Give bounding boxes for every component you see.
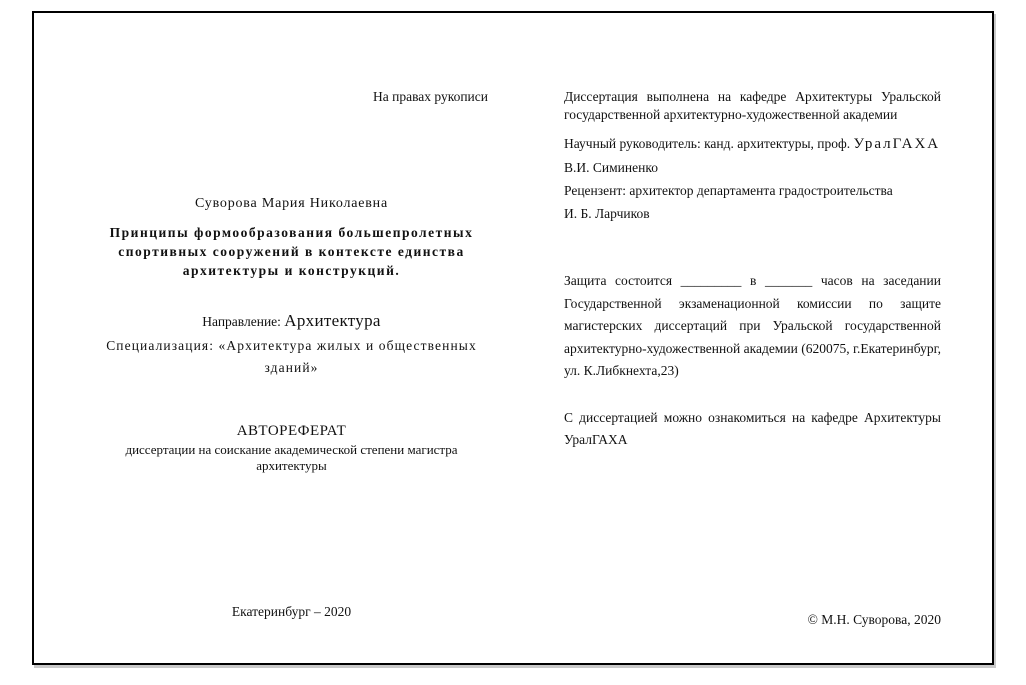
direction-label: Направление: [202, 314, 281, 329]
city-year: Екатеринбург – 2020 [231, 604, 352, 619]
defense-info-paragraph: Защита состоится _________ в _______ часов на заседании Государственной экзаменационной комиссии по защите магистерских диссертаций при Уральской государственной архитектурно-художественной академии (620075, г.Екатеринбург, ул. К.Либкнехта,23) [564, 273, 941, 378]
abstract-heading: АВТОРЕФЕРАТ [236, 423, 347, 439]
advisor-organization: УралГАХА [853, 136, 941, 152]
advisor-label: Научный руководитель: канд. архитектуры, проф. [564, 136, 851, 151]
advisor-line [564, 135, 941, 153]
specialization-line: Специализация: «Архитектура жилых и общественных зданий» [106, 338, 477, 375]
committee-block [564, 135, 941, 228]
copyright-line: © М.Н. Суворова, 2020 [807, 612, 941, 627]
manuscript-rights-note: На правах рукописи [372, 89, 488, 104]
availability-paragraph: С диссертацией можно ознакомиться на кафедре Архитектуры УралГАХА [564, 410, 941, 447]
reviewer-name: И. Б. Ларчиков [564, 206, 650, 221]
direction-value: Архитектура [284, 311, 381, 330]
advisor-name: В.И. Симиненко [564, 160, 658, 175]
direction-line [95, 312, 488, 330]
performed-at-paragraph: Диссертация выполнена на кафедре Архитектуры Уральской государственной архитектурно-художественной академии [564, 89, 941, 122]
abstract-subtitle: диссертации на соискание академической степени магистра архитектуры [125, 442, 458, 473]
dissertation-title: Принципы формообразования большепролетных спортивных сооружений в контексте единства архитектуры и конструкций. [109, 225, 474, 278]
author-name: Суворова Мария Николаевна [195, 196, 388, 211]
reviewer-line: Рецензент: архитектор департамента градостроительства [564, 183, 893, 198]
document-page [32, 11, 994, 665]
